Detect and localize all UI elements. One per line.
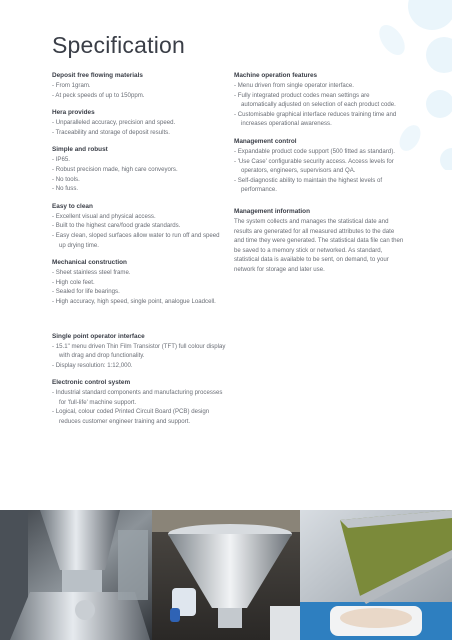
spec-item: - Display resolution: 1:12,000.	[52, 361, 228, 371]
spec-section-electronic	[52, 379, 228, 426]
section-heading: Deposit free flowing materials	[52, 72, 143, 79]
spec-section-operator	[52, 333, 228, 371]
spec-item: - Built to the highest care/food grade standards.	[52, 221, 228, 231]
spec-item: - Robust precision made, high care conveyors.	[52, 165, 228, 175]
section-heading: Easy to clean	[52, 202, 93, 210]
section-heading: Simple and robust	[52, 146, 108, 154]
spec-item: - 15.1" menu driven Thin Film Transistor (TFT) full colour display with drag and drop functionality.	[52, 342, 228, 361]
spec-item: - Easy clean, sloped surfaces allow water to run off and speed up drying time.	[52, 231, 228, 250]
spec-item: - From 1gram.	[52, 81, 228, 91]
spec-section-simple	[52, 146, 228, 193]
section-heading: Electronic control system	[52, 379, 131, 387]
section-heading: Hera provides	[52, 109, 95, 117]
section-heading: Management control	[234, 137, 297, 145]
spec-item: - Traceability and storage of deposit results.	[52, 128, 228, 138]
spec-item: - Unparalleled accuracy, precision and speed.	[52, 118, 228, 128]
page-title: Specification	[52, 32, 186, 58]
spec-item: - Excellent visual and physical access.	[52, 212, 228, 222]
spec-item: - Industrial standard components and manufacturing processes for 'full-life' machine support.	[52, 388, 228, 407]
spec-section-management-control	[234, 138, 406, 195]
spec-item: - High cole feet.	[52, 278, 228, 288]
spec-item: - Menu driven from single operator interface.	[234, 81, 406, 91]
photo-strip	[0, 510, 452, 640]
spec-section-deposit	[52, 72, 228, 100]
spec-section-hera	[52, 109, 228, 137]
tray-filling-photo-image	[300, 510, 452, 640]
spec-item: - Logical, colour coded Printed Circuit Board (PCB) design reduces customer engineer training and support.	[52, 407, 228, 426]
spec-item: - At peck speeds of up to 150ppm.	[52, 91, 228, 101]
management-information-text: The system collects and manages the statistical date and results are generated for all measured attributes to the date and time they were generated. The statistical data file can then be saved to a memory stick or networked. As standard, statistical data is available to be sent, on demand, to your network for storage and later use.	[234, 217, 404, 273]
spec-section-machine-operation	[234, 72, 406, 129]
spec-item: - Fully integrated product codes mean settings are automatically adjusted on selection of each product code.	[234, 91, 406, 110]
spec-item: - No tools.	[52, 175, 228, 185]
section-heading: Mechanical construction	[52, 259, 127, 267]
spec-item: - Sealed for life bearings.	[52, 287, 228, 297]
left-column	[52, 72, 228, 436]
spec-section-mechanical	[52, 259, 228, 306]
operator-photo-image	[152, 510, 303, 640]
right-column	[234, 72, 406, 284]
spec-item: - Expandable product code support (500 fitted as standard).	[234, 147, 406, 157]
spec-item: - High accuracy, high speed, single point, analogue Loadcell.	[52, 297, 228, 307]
spec-item: - IP65.	[52, 155, 228, 165]
spec-item: - No fuss.	[52, 184, 228, 194]
spec-section-management-information	[234, 208, 406, 275]
spec-section-clean	[52, 203, 228, 250]
section-heading: Single point operator interface	[52, 332, 145, 340]
spec-item: - Sheet stainless steel frame.	[52, 268, 228, 278]
section-heading: Machine operation features	[234, 72, 318, 79]
machine-photo-image	[0, 510, 155, 640]
spec-item: - Self-diagnostic ability to maintain the highest levels of performance.	[234, 176, 406, 195]
section-heading: Management information	[234, 207, 310, 215]
spec-item: - Customisable graphical interface reduces training time and increases operational awareness.	[234, 110, 406, 129]
spec-item: - 'Use Case' configurable security access. Access levels for operators, engineers, supervisors and QA.	[234, 157, 406, 176]
